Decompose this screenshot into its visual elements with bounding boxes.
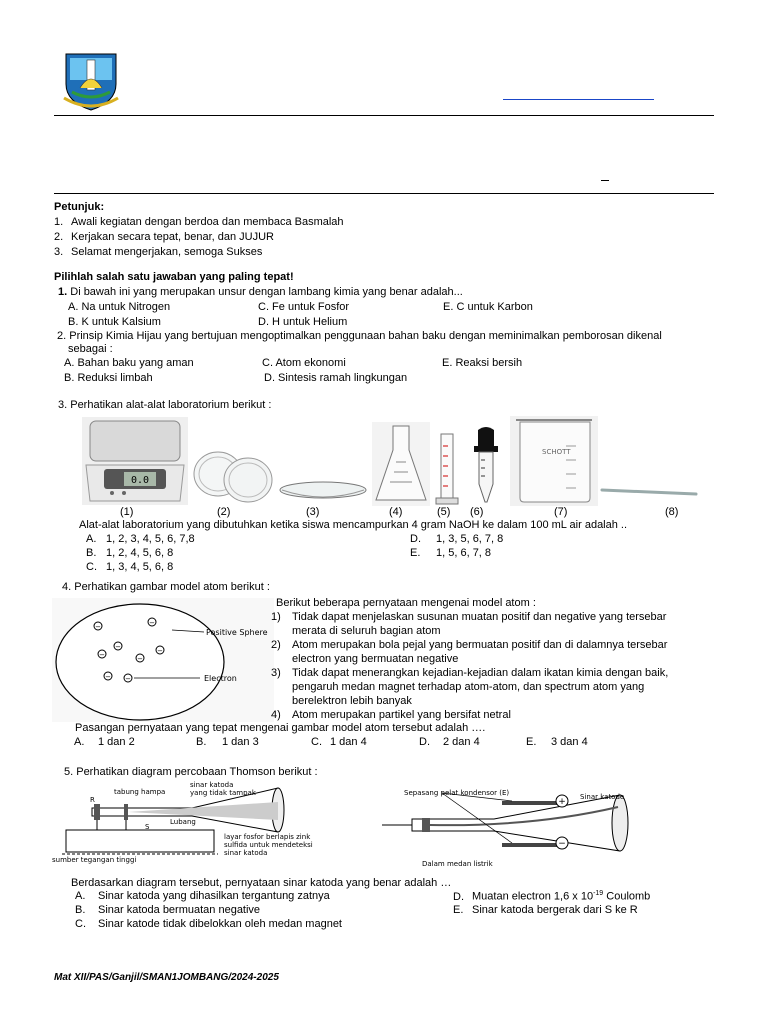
q3-label-2: (2) bbox=[217, 506, 231, 518]
q3-label-6: (6) bbox=[470, 506, 484, 518]
q4-stem: Pasangan pernyataan yang tepat mengenai gambar model atom tersebut adalah …. bbox=[75, 722, 486, 734]
q3-option-a[interactable]: A. 1, 2, 3, 4, 5, 6, 7,8 bbox=[86, 533, 195, 545]
q3-stem: Alat-alat laboratorium yang dibutuhkan ketika siswa mencampurkan 4 gram NaOH ke dalam 100 mL air adalah .. bbox=[79, 519, 628, 531]
q2-option-c[interactable]: C. Atom ekonomi bbox=[262, 357, 346, 369]
q3-option-c[interactable]: C. 1, 3, 4, 5, 6, 8 bbox=[86, 561, 174, 573]
q3-label-4: (4) bbox=[389, 506, 403, 518]
label-layar-2: sulfida untuk mendeteksi bbox=[224, 841, 313, 849]
label-pelat: Sepasang pelat kondensor (E) bbox=[404, 789, 510, 797]
svg-text:−: − bbox=[95, 623, 101, 631]
q5-option-a[interactable]: A. Sinar katoda yang dihasilkan tergantung zatnya bbox=[75, 890, 330, 902]
header-link-line bbox=[503, 99, 654, 100]
header-rule-top bbox=[54, 115, 714, 116]
pipette-dropper-image bbox=[466, 426, 506, 506]
q2-option-a[interactable]: A. Bahan baku yang aman bbox=[64, 357, 194, 369]
q5-option-b[interactable]: B. Sinar katoda bermuatan negative bbox=[75, 904, 261, 916]
q3-label-5: (5) bbox=[437, 506, 451, 518]
beaker-image bbox=[510, 416, 598, 506]
label-r: R bbox=[90, 796, 95, 804]
stirring-rod-image bbox=[600, 484, 698, 498]
label-tidak-tampak: yang tidak tampak bbox=[190, 789, 256, 797]
q1-option-b[interactable]: B. K untuk Kalsium bbox=[68, 316, 161, 328]
svg-text:−: − bbox=[115, 643, 121, 651]
q2-option-e[interactable]: E. Reaksi bersih bbox=[442, 357, 523, 369]
q4-option-d[interactable]: D. 2 dan 4 bbox=[419, 736, 480, 748]
q5-stem: Berdasarkan diagram tersebut, pernyataan sinar katoda yang benar adalah … bbox=[71, 877, 452, 889]
instructions-title: Petunjuk: bbox=[54, 201, 105, 213]
graduated-cylinder-image bbox=[434, 432, 460, 506]
page-footer: Mat XII/PAS/Ganjil/SMAN1JOMBANG/2024-2025 bbox=[54, 972, 279, 983]
q1-option-d[interactable]: D. H untuk Helium bbox=[258, 316, 348, 328]
q3-label-7: (7) bbox=[554, 506, 568, 518]
svg-text:−: − bbox=[157, 647, 163, 655]
label-sumber: sumber tegangan tinggi bbox=[52, 856, 137, 864]
q2-text-cont: sebagai : bbox=[68, 343, 113, 355]
q3-label-3: (3) bbox=[306, 506, 320, 518]
beaker-brand: SCHOTT bbox=[542, 448, 571, 456]
q3-label-8: (8) bbox=[665, 506, 679, 518]
label-lubang: Lubang bbox=[170, 818, 196, 826]
q5-option-d[interactable]: D. Muatan electron 1,6 x $10^{-19}$ Coulomb bbox=[453, 890, 651, 903]
q4-statement: 3) Tidak dapat menerangkan kejadian-kejadian dalam ikatan kimia dengan baik, pengaruh medan magnet terhadap atom-atom, dan spectrum atom yang berelektron lebih banyak bbox=[271, 667, 669, 707]
q3-text: 3. Perhatikan alat-alat laboratorium berikut : bbox=[58, 399, 272, 411]
label-tabung-hampa: tabung hampa bbox=[114, 788, 166, 796]
q4-text: 4. Perhatikan gambar model atom berikut : bbox=[62, 581, 270, 593]
petri-dish-image bbox=[192, 448, 274, 506]
q4-statement: 1) Tidak dapat menjelaskan susunan muatan positif dan negative yang tersebar merata di seluruh bagian atom bbox=[271, 611, 667, 637]
q4-option-a[interactable]: A. 1 dan 2 bbox=[74, 736, 135, 748]
watch-glass-image bbox=[278, 478, 368, 504]
q1-option-c[interactable]: C. Fe untuk Fosfor bbox=[258, 301, 350, 313]
svg-text:−: − bbox=[149, 619, 155, 627]
q4-intro: Berikut beberapa pernyataan mengenai model atom : bbox=[276, 597, 536, 609]
q4-statement: 2) Atom merupakan bola pejal yang bermuatan positif dan di dalamnya tersebar electron yang bermuatan negative bbox=[271, 639, 668, 665]
q3-option-b[interactable]: B. 1, 2, 4, 5, 6, 8 bbox=[86, 547, 174, 559]
q1-option-e[interactable]: E. C untuk Karbon bbox=[443, 301, 533, 313]
erlenmeyer-flask-image bbox=[372, 422, 430, 506]
q2-text: 2. Prinsip Kimia Hijau yang bertujuan mengoptimalkan penggunaan bahan baku dengan meminimalkan pemborosan dikenal bbox=[57, 330, 662, 342]
atom-label-sphere: Positive Sphere bbox=[206, 628, 268, 637]
q5-text: 5. Perhatikan diagram percobaan Thomson berikut : bbox=[64, 766, 318, 778]
header-rule-bottom bbox=[54, 193, 714, 194]
label-s: S bbox=[145, 823, 150, 831]
section-title: Pilihlah salah satu jawaban yang paling tepat! bbox=[54, 271, 294, 283]
instruction-item: 2. Kerjakan secara tepat, benar, dan JUJUR bbox=[54, 231, 275, 243]
q4-statements bbox=[271, 610, 668, 722]
label-layar-1: layar fosfor berlapis zink bbox=[224, 833, 311, 841]
instruction-item: 1. Awali kegiatan dengan berdoa dan membaca Basmalah bbox=[54, 216, 344, 228]
q3-option-e[interactable]: E. 1, 5, 6, 7, 8 bbox=[410, 547, 492, 559]
q2-option-d[interactable]: D. Sintesis ramah lingkungan bbox=[264, 372, 408, 384]
label-sinar-katode: Sinar katode bbox=[580, 793, 625, 801]
thomson-atom-model-diagram bbox=[52, 598, 274, 722]
q4-option-b[interactable]: B. 1 dan 3 bbox=[196, 736, 259, 748]
q4-statement: 4) Atom merupakan partikel yang bersifat netral bbox=[271, 709, 511, 721]
q3-option-d[interactable]: D. 1, 3, 5, 6, 7, 8 bbox=[410, 533, 504, 545]
scale-display: 0.0 bbox=[130, 475, 150, 486]
svg-text:−: − bbox=[137, 655, 143, 663]
label-layar-3: sinar katoda bbox=[224, 849, 268, 857]
svg-text:−: − bbox=[99, 651, 105, 659]
cathode-ray-electric-field-diagram bbox=[382, 785, 672, 869]
digital-scale-image bbox=[82, 417, 188, 505]
q5-option-e[interactable]: E. Sinar katoda bergerak dari S ke R bbox=[453, 904, 638, 916]
q1-option-a[interactable]: A. Na untuk Nitrogen bbox=[68, 301, 171, 313]
q2-option-b[interactable]: B. Reduksi limbah bbox=[64, 372, 153, 384]
cathode-ray-tube-diagram bbox=[52, 782, 372, 864]
q4-option-e[interactable]: E. 3 dan 4 bbox=[526, 736, 588, 748]
q1-text: 1. Di bawah ini yang merupakan unsur dengan lambang kimia yang benar adalah... bbox=[58, 286, 463, 298]
header-dash bbox=[601, 180, 609, 181]
svg-text:−: − bbox=[125, 675, 131, 683]
svg-text:−: − bbox=[105, 673, 111, 681]
q4-option-c[interactable]: C. 1 dan 4 bbox=[311, 736, 367, 748]
plate-minus: − bbox=[558, 839, 566, 849]
q3-label-1: (1) bbox=[120, 506, 134, 518]
instructions-list bbox=[54, 216, 344, 261]
label-sinar-katoda: sinar katoda bbox=[190, 781, 234, 789]
label-medan-listrik: Dalam medan listrik bbox=[422, 860, 493, 868]
plate-plus: + bbox=[558, 797, 566, 807]
atom-label-electron: Electron bbox=[204, 674, 237, 683]
instruction-item: 3. Selamat mengerjakan, semoga Sukses bbox=[54, 246, 263, 258]
logo-crest-icon bbox=[62, 50, 120, 112]
q5-option-c[interactable]: C. Sinar katode tidak dibelokkan oleh medan magnet bbox=[75, 918, 342, 930]
